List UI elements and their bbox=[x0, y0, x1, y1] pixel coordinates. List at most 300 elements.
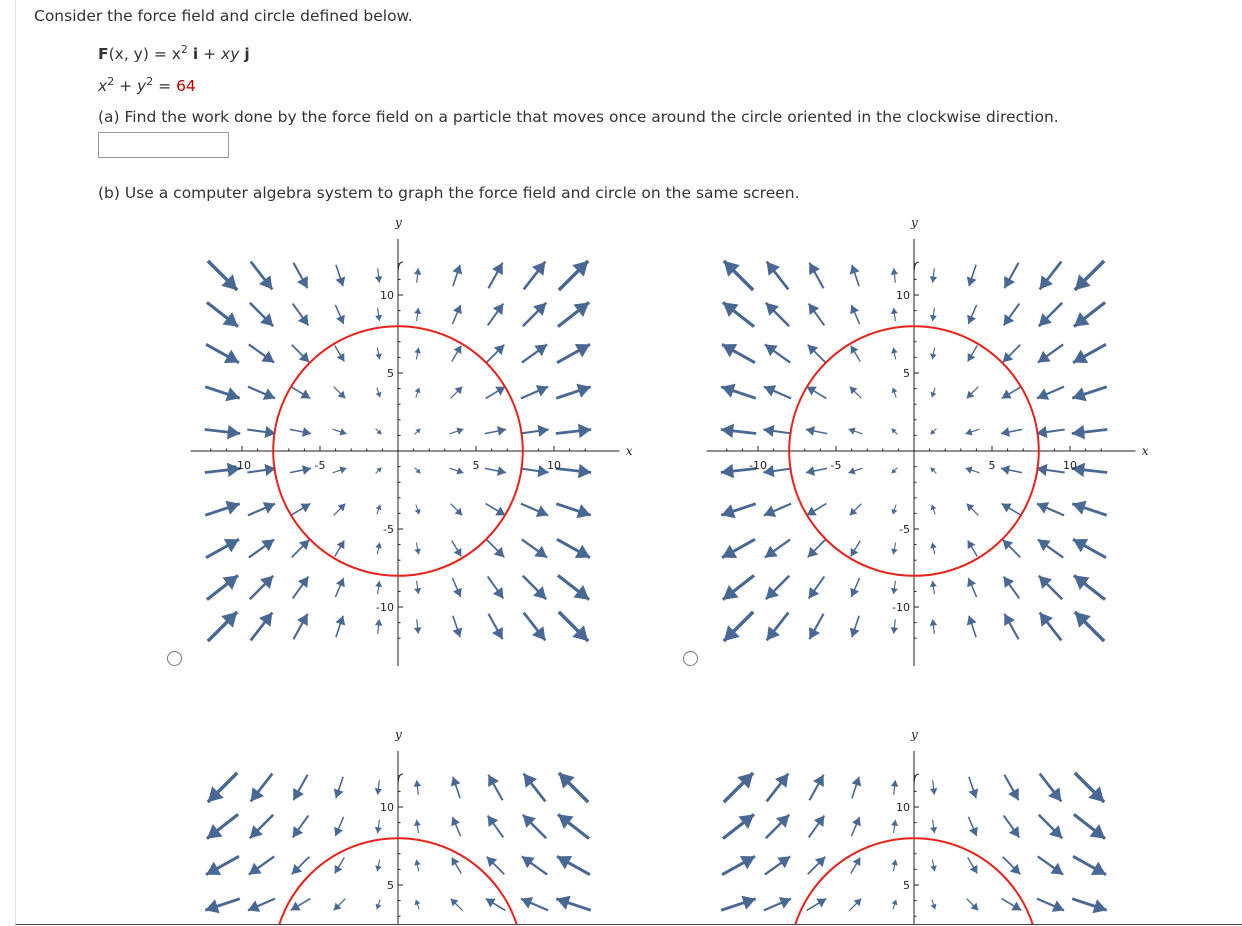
field-arrow bbox=[522, 539, 547, 557]
field-arrow bbox=[1002, 387, 1022, 399]
field-arrow bbox=[891, 581, 898, 594]
field-arrow bbox=[723, 302, 754, 326]
field-arrow bbox=[414, 268, 421, 282]
field-arrow bbox=[336, 616, 346, 638]
field-arrow bbox=[376, 388, 382, 398]
field-arrow bbox=[723, 814, 754, 838]
x-tick-label: -5 bbox=[830, 459, 842, 472]
field-arrow bbox=[1074, 814, 1105, 838]
field-arrow bbox=[1001, 427, 1022, 437]
field-arrow bbox=[851, 541, 861, 557]
field-xy: xy bbox=[221, 45, 240, 64]
x-tick-label: 10 bbox=[1063, 459, 1077, 472]
field-arrow bbox=[967, 387, 979, 399]
x-axis-label: x bbox=[625, 444, 633, 458]
field-arrow bbox=[521, 504, 548, 517]
field-arrow bbox=[415, 505, 421, 515]
field-arrow bbox=[293, 577, 309, 599]
field-arrow bbox=[1002, 899, 1022, 911]
field-arrow bbox=[969, 777, 979, 799]
field-arrow bbox=[850, 616, 860, 638]
field-arrow bbox=[1036, 426, 1064, 438]
field-arrow bbox=[1037, 899, 1064, 912]
question-intro: Consider the force field and circle defined below. bbox=[34, 7, 413, 25]
field-arrow bbox=[208, 612, 237, 641]
field-arrow bbox=[334, 777, 344, 799]
field-arrow bbox=[414, 308, 421, 321]
field-arrow bbox=[332, 428, 346, 435]
field-arrow bbox=[486, 387, 506, 399]
field-arrow bbox=[1072, 501, 1107, 515]
field-arrow bbox=[452, 541, 462, 557]
field-args: (x, y) = x bbox=[108, 45, 181, 64]
field-arrow bbox=[524, 262, 546, 290]
field-arrow bbox=[930, 348, 937, 360]
field-arrow bbox=[851, 858, 861, 874]
field-arrow bbox=[967, 305, 976, 324]
field-arrow bbox=[251, 613, 273, 641]
field-arrow bbox=[250, 815, 273, 838]
field-arrow bbox=[251, 774, 273, 802]
field-arrow bbox=[332, 467, 346, 474]
x-tick-label: -10 bbox=[749, 459, 767, 472]
field-arrow bbox=[521, 385, 548, 398]
field-arrow bbox=[931, 429, 937, 435]
field-arrow bbox=[724, 261, 753, 290]
field-arrow bbox=[765, 539, 790, 557]
field-arrow bbox=[723, 575, 754, 599]
y-axis-label: y bbox=[395, 727, 402, 742]
field-arrow bbox=[930, 268, 937, 282]
field-arrow bbox=[248, 502, 275, 515]
field-arrow bbox=[293, 816, 309, 838]
field-arrow bbox=[375, 581, 382, 594]
part-a-answer-input[interactable] bbox=[98, 132, 229, 158]
field-arrow bbox=[1040, 774, 1062, 802]
field-arrow bbox=[721, 896, 756, 910]
field-arrow bbox=[809, 816, 825, 838]
field-arrow bbox=[765, 856, 790, 874]
field-arrow bbox=[524, 774, 546, 802]
axes bbox=[707, 239, 1136, 666]
field-arrow bbox=[1074, 302, 1105, 326]
field-arrow bbox=[968, 346, 978, 362]
field-arrow bbox=[375, 860, 382, 872]
field-arrow bbox=[291, 504, 311, 516]
field-arrow bbox=[414, 820, 421, 833]
field-arrow bbox=[931, 388, 937, 398]
field-arrow bbox=[251, 262, 273, 290]
field-arrow bbox=[931, 505, 937, 515]
field-arrow bbox=[451, 387, 463, 399]
y-axis-label: y bbox=[395, 215, 402, 230]
field-arrow bbox=[809, 775, 823, 800]
y-tick-label: 5 bbox=[903, 879, 910, 892]
field-arrow bbox=[1040, 262, 1062, 290]
field-arrow bbox=[520, 465, 548, 477]
unit-i: i bbox=[192, 45, 199, 64]
field-arrow bbox=[968, 817, 977, 836]
field-arrow bbox=[891, 820, 898, 833]
circle-plus: + bbox=[114, 77, 138, 96]
field-arrow bbox=[451, 817, 460, 836]
field-arrow bbox=[488, 263, 502, 288]
field-arrow bbox=[1072, 463, 1107, 477]
field-arrow bbox=[930, 820, 937, 833]
field-arrow bbox=[767, 613, 789, 641]
field-arrow bbox=[293, 775, 307, 800]
y-tick-label: -10 bbox=[376, 601, 394, 614]
field-arrow bbox=[968, 858, 978, 874]
field-arrow bbox=[375, 820, 382, 833]
field-arrow bbox=[293, 263, 307, 288]
field-arrow bbox=[850, 387, 862, 399]
field-arrow bbox=[968, 541, 978, 557]
field-arrow bbox=[767, 774, 789, 802]
field-arrow bbox=[808, 345, 826, 363]
field-arrow bbox=[763, 425, 791, 437]
field-arrow bbox=[452, 305, 461, 324]
field-arrow bbox=[375, 308, 382, 321]
field-arrow bbox=[290, 465, 311, 475]
field-arrow bbox=[292, 540, 310, 558]
field-arrow bbox=[556, 384, 591, 398]
field-arrow bbox=[335, 346, 345, 362]
field-arrow bbox=[965, 467, 979, 474]
circle-x-exp: 2 bbox=[107, 75, 115, 88]
field-arrow bbox=[1004, 816, 1020, 838]
field-arrow bbox=[205, 899, 240, 913]
field-arrow bbox=[248, 387, 275, 400]
field-arrow bbox=[930, 308, 937, 321]
field-arrow bbox=[1004, 775, 1018, 800]
field-arrow bbox=[967, 616, 977, 638]
field-arrow bbox=[722, 539, 755, 558]
field-arrow bbox=[453, 616, 463, 638]
field-arrow bbox=[205, 425, 240, 439]
field-arrow bbox=[851, 346, 861, 362]
y-tick-label: -5 bbox=[383, 523, 394, 536]
field-arrow bbox=[206, 856, 239, 875]
field-arrow bbox=[451, 777, 461, 799]
circle-x: x bbox=[98, 77, 108, 96]
field-arrow bbox=[293, 304, 309, 326]
part-b-text: (b) Use a computer algebra system to graph the force field and circle on the same screen. bbox=[98, 184, 800, 202]
field-arrow bbox=[764, 897, 791, 910]
field-arrow bbox=[1072, 899, 1107, 913]
field-arrow bbox=[206, 344, 239, 363]
field-arrow bbox=[375, 348, 382, 360]
plot-option-a bbox=[180, 208, 640, 666]
field-arrow bbox=[848, 428, 862, 435]
field-arrow bbox=[721, 504, 756, 518]
y-axis-label: y bbox=[911, 215, 918, 230]
field-arrow bbox=[892, 468, 898, 474]
field-arrow bbox=[1073, 856, 1106, 875]
field-arrow bbox=[376, 429, 382, 435]
field-arrow bbox=[967, 899, 979, 911]
field-arrow bbox=[452, 858, 462, 874]
field-arrow bbox=[891, 543, 898, 555]
y-tick-label: 5 bbox=[387, 879, 394, 892]
field-arrow bbox=[414, 581, 421, 594]
field-arrow bbox=[451, 504, 463, 516]
field-arrow bbox=[414, 543, 421, 555]
x-tick-label: 10 bbox=[547, 459, 561, 472]
field-arrow bbox=[486, 504, 506, 516]
field-arrow bbox=[807, 387, 827, 399]
field-arrow bbox=[559, 773, 588, 802]
field-arrow bbox=[556, 464, 591, 478]
field-arrow bbox=[291, 387, 311, 399]
field-arrow bbox=[414, 619, 421, 633]
field-arrow bbox=[334, 817, 343, 836]
unit-j: j bbox=[244, 45, 250, 64]
field-arrow bbox=[557, 539, 590, 558]
field-arrow bbox=[1075, 773, 1104, 802]
field-arrow bbox=[891, 619, 898, 633]
field-arrow bbox=[292, 345, 310, 363]
field-arrow bbox=[852, 777, 862, 799]
field-arrow bbox=[414, 860, 421, 872]
field-arrow bbox=[764, 504, 791, 517]
field-arrow bbox=[967, 578, 976, 597]
field-arrow bbox=[722, 856, 755, 875]
field-arrow bbox=[206, 539, 239, 558]
field-arrow bbox=[247, 464, 275, 476]
field-arrow bbox=[449, 428, 463, 435]
field-arrow bbox=[336, 265, 346, 287]
field-arrow bbox=[207, 575, 238, 599]
field-arrow bbox=[1072, 387, 1107, 401]
field-exp: 2 bbox=[180, 43, 188, 56]
field-arrow bbox=[965, 428, 979, 435]
field-arrow bbox=[414, 348, 421, 360]
field-arrow bbox=[850, 305, 859, 324]
field-arrow bbox=[809, 304, 825, 326]
field-arrow bbox=[1072, 425, 1107, 439]
field-arrow bbox=[558, 814, 589, 838]
field-arrow bbox=[449, 467, 463, 474]
field-arrow bbox=[892, 900, 898, 910]
field-arrow bbox=[1038, 539, 1063, 557]
field-arrow bbox=[556, 896, 591, 910]
field-arrow bbox=[809, 577, 825, 599]
field-arrow bbox=[558, 575, 589, 599]
field-arrow bbox=[930, 581, 937, 594]
field-arrow bbox=[806, 426, 827, 436]
field-arrow bbox=[766, 303, 789, 326]
circle-rhs: 64 bbox=[176, 77, 196, 96]
field-arrow bbox=[891, 268, 898, 282]
field-arrow bbox=[724, 612, 753, 641]
field-arrow bbox=[488, 304, 504, 326]
field-arrow bbox=[414, 780, 421, 794]
field-arrow bbox=[967, 504, 979, 516]
field-arrow bbox=[521, 897, 548, 910]
field-arrow bbox=[1003, 540, 1021, 558]
field-arrow bbox=[1038, 344, 1063, 362]
field-arrow bbox=[485, 426, 506, 436]
field-arrow bbox=[335, 541, 345, 557]
field-arrow bbox=[376, 505, 382, 515]
field-arrow bbox=[559, 261, 588, 290]
field-arrow bbox=[334, 899, 346, 911]
field-arrow bbox=[850, 899, 862, 911]
field-arrow bbox=[1037, 502, 1064, 515]
field-arrow bbox=[523, 576, 546, 599]
field-arrow bbox=[1004, 304, 1020, 326]
field-arrow bbox=[892, 505, 898, 515]
field-arrow bbox=[850, 504, 862, 516]
field-arrow bbox=[1073, 539, 1106, 558]
field-plus: + bbox=[198, 45, 222, 64]
field-arrow bbox=[335, 305, 344, 324]
field-arrow bbox=[722, 344, 755, 363]
field-arrow bbox=[763, 465, 791, 477]
field-arrow bbox=[721, 384, 756, 398]
field-arrow bbox=[415, 468, 421, 474]
field-arrow bbox=[850, 578, 859, 597]
field-arrow bbox=[451, 899, 463, 911]
field-arrow bbox=[415, 429, 421, 435]
field-arrow bbox=[522, 344, 547, 362]
field-arrow bbox=[415, 900, 421, 910]
field-arrow bbox=[488, 577, 504, 599]
field-arrow bbox=[487, 540, 505, 558]
field-arrow bbox=[1002, 504, 1022, 516]
field-arrow bbox=[891, 308, 898, 321]
field-arrow bbox=[851, 817, 860, 836]
field-arrow bbox=[1074, 575, 1105, 599]
field-arrow bbox=[247, 426, 275, 438]
field-arrow bbox=[1004, 577, 1020, 599]
field-arrow bbox=[892, 388, 898, 398]
field-arrow bbox=[375, 268, 382, 282]
force-field-equation bbox=[98, 43, 250, 63]
field-arrow bbox=[249, 539, 274, 557]
field-arrow bbox=[487, 345, 505, 363]
field-arrow bbox=[1004, 614, 1018, 639]
field-arrow bbox=[807, 504, 827, 516]
field-arrow bbox=[807, 899, 827, 911]
field-arrow bbox=[559, 612, 588, 641]
circle-y-exp: 2 bbox=[146, 75, 154, 88]
field-arrow bbox=[766, 815, 789, 838]
field-arrow bbox=[1036, 464, 1064, 476]
field-arrow bbox=[767, 262, 789, 290]
field-arrow bbox=[556, 424, 591, 438]
field-arrow bbox=[1040, 613, 1062, 641]
y-tick-label: 5 bbox=[903, 367, 910, 380]
field-arrow bbox=[808, 540, 826, 558]
field-arrow bbox=[415, 388, 421, 398]
field-arrow bbox=[891, 860, 898, 872]
field-arrow bbox=[1004, 263, 1018, 288]
field-arrow bbox=[764, 385, 791, 398]
x-tick-label: -5 bbox=[314, 459, 326, 472]
field-arrow bbox=[808, 857, 826, 875]
field-arrow bbox=[334, 504, 346, 516]
field-arrow bbox=[891, 348, 898, 360]
field-arrow bbox=[848, 467, 862, 474]
field-arrow bbox=[524, 613, 546, 641]
field-arrow bbox=[452, 578, 461, 597]
x-tick-label: -10 bbox=[233, 459, 251, 472]
field-arrow bbox=[452, 346, 462, 362]
field-arrow bbox=[485, 466, 506, 476]
field-arrow bbox=[931, 468, 937, 474]
field-arrow bbox=[1003, 345, 1021, 363]
field-arrow bbox=[250, 303, 273, 326]
field-arrow bbox=[335, 858, 345, 874]
field-arrow bbox=[248, 899, 275, 912]
y-tick-label: 10 bbox=[896, 289, 910, 302]
circle-y: y bbox=[137, 77, 147, 96]
field-arrow bbox=[249, 344, 274, 362]
field-arrow bbox=[930, 543, 937, 555]
x-tick-label: 5 bbox=[988, 459, 996, 472]
field-arrow bbox=[1038, 856, 1063, 874]
field-arrow bbox=[809, 263, 823, 288]
field-arrow bbox=[558, 302, 589, 326]
field-arrow bbox=[375, 780, 382, 794]
field-arrow bbox=[1003, 857, 1021, 875]
field-arrow bbox=[205, 387, 240, 401]
field-arrow bbox=[1039, 576, 1062, 599]
field-arrow bbox=[335, 578, 344, 597]
field-arrow bbox=[930, 619, 937, 633]
field-arrow bbox=[522, 856, 547, 874]
field-arrow bbox=[375, 619, 382, 633]
field-arrow bbox=[850, 265, 860, 287]
field-arrow bbox=[205, 501, 240, 515]
plot-option-d bbox=[696, 720, 1156, 924]
x-axis-label: x bbox=[1141, 444, 1149, 458]
part-a-text: (a) Find the work done by the force field on a particle that moves once around the circle oriented in the clockwise direction. bbox=[98, 108, 1059, 126]
y-tick-label: -10 bbox=[892, 601, 910, 614]
field-arrow bbox=[249, 856, 274, 874]
axes bbox=[191, 239, 620, 666]
field-arrow bbox=[488, 775, 502, 800]
field-arrow bbox=[250, 576, 273, 599]
field-arrow bbox=[557, 856, 590, 875]
field-arrow bbox=[290, 427, 311, 437]
field-arrow bbox=[208, 773, 237, 802]
field-arrow bbox=[1075, 261, 1104, 290]
field-arrow bbox=[487, 857, 505, 875]
field-arrow bbox=[891, 780, 898, 794]
field-arrow bbox=[523, 303, 546, 326]
field-arrow bbox=[488, 614, 502, 639]
plot-option-c bbox=[180, 720, 640, 924]
field-arrow bbox=[207, 302, 238, 326]
field-arrow bbox=[930, 860, 937, 872]
y-tick-label: -5 bbox=[899, 523, 910, 536]
field-name: F bbox=[98, 45, 109, 64]
y-axis-label: y bbox=[911, 727, 918, 742]
field-arrow bbox=[207, 814, 238, 838]
field-arrow bbox=[520, 425, 548, 437]
field-arrow bbox=[1039, 303, 1062, 326]
field-arrow bbox=[806, 466, 827, 476]
circle-eq: = bbox=[153, 77, 177, 96]
field-arrow bbox=[1001, 465, 1022, 475]
field-arrow bbox=[1039, 815, 1062, 838]
field-arrow bbox=[765, 344, 790, 362]
field-arrow bbox=[375, 543, 382, 555]
circle-equation bbox=[98, 75, 196, 95]
